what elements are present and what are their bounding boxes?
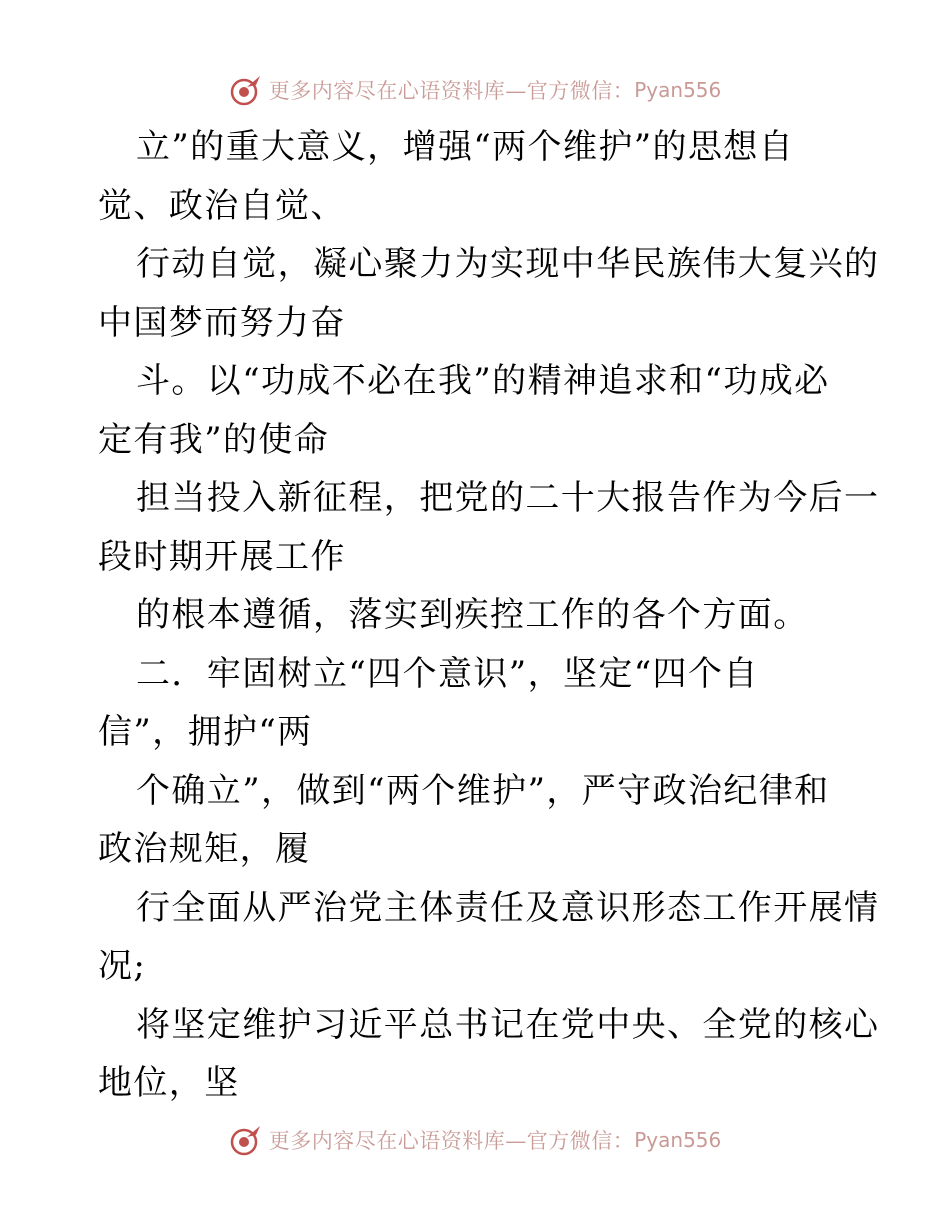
watermark-wechat-id: Pyan556 (634, 78, 722, 102)
footer-watermark (0, 1120, 950, 1160)
text-line: 将坚定维护习近平总书记在党中央、全党的核心 (136, 1004, 880, 1045)
text-line: 段时期开展工作 (98, 536, 346, 577)
document-body (98, 118, 880, 1113)
text-line: 地位，坚 (98, 1063, 240, 1103)
text-line: 况; (98, 946, 147, 986)
text-line: 行全面从严治党主体责任及意识形态工作开展情 (136, 887, 880, 928)
logo-icon (229, 1123, 263, 1157)
header-watermark (0, 70, 950, 110)
watermark-text: 更多内容尽在心语资料库—官方微信： (268, 79, 635, 103)
text-line: 信”，拥护“两 (98, 712, 313, 752)
text-line: 个确立”，做到“两个维护”，严守政治纪律和 (136, 770, 830, 811)
text-line: 斗。以“功成不必在我”的精神追求和“功成必 (136, 361, 830, 401)
text-line: 二．牢固树立“四个意识”，坚定“四个自 (136, 653, 759, 694)
text-line: 觉、政治自觉、 (98, 185, 346, 226)
text-line: 立”的重大意义，增强“两个维护”的思想自 (136, 127, 795, 167)
watermark-text: 更多内容尽在心语资料库—官方微信： (268, 1129, 635, 1153)
text-line: 的根本遵循，落实到疾控工作的各个方面。 (136, 595, 809, 635)
text-line: 中国梦而努力奋 (98, 302, 346, 343)
watermark-wechat-id: Pyan556 (634, 1128, 722, 1152)
text-line: 定有我”的使命 (98, 419, 330, 460)
text-line: 政治规矩，履 (98, 829, 311, 869)
text-line: 担当投入新征程，把党的二十大报告作为今后一 (136, 478, 880, 518)
logo-icon (229, 73, 263, 107)
text-line: 行动自觉，凝心聚力为实现中华民族伟大复兴的 (136, 244, 880, 284)
